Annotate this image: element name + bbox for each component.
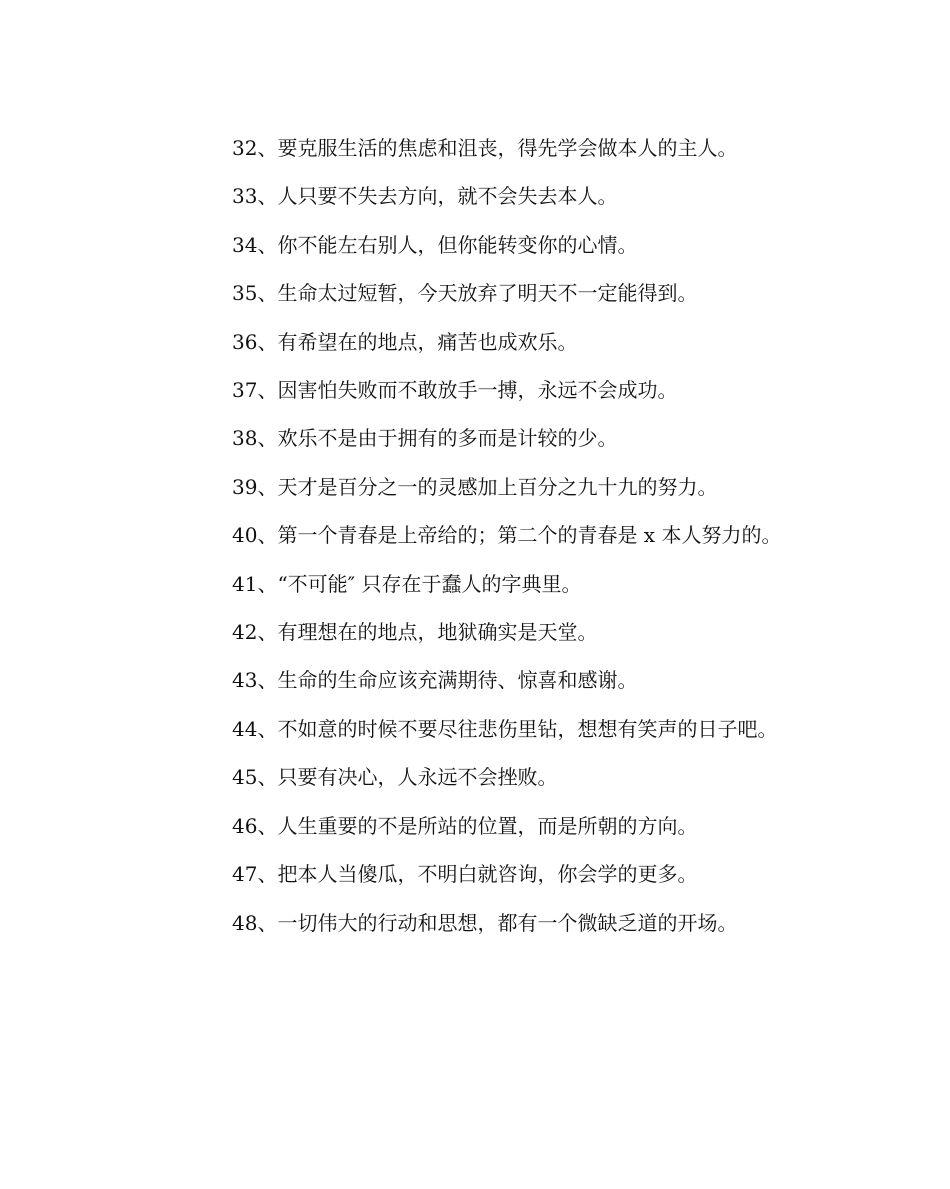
quote-paragraph-40: 40、第一个青春是上帝给的；第二个的青春是 x 本人努力的。 bbox=[232, 523, 782, 548]
quote-paragraph-47: 47、把本人当傻瓜，不明白就咨询，你会学的更多。 bbox=[232, 862, 698, 887]
quote-paragraph-35: 35、生命太过短暂，今天放弃了明天不一定能得到。 bbox=[232, 281, 698, 306]
quote-paragraph-44: 44、不如意的时候不要尽往悲伤里钻，想想有笑声的日子吧。 bbox=[232, 716, 778, 741]
quote-paragraph-46: 46、人生重要的不是所站的位置，而是所朝的方向。 bbox=[232, 813, 698, 838]
quote-paragraph-36: 36、有希望在的地点，痛苦也成欢乐。 bbox=[232, 329, 578, 354]
quote-paragraph-32: 32、要克服生活的焦虑和沮丧，得先学会做本人的主人。 bbox=[232, 136, 738, 160]
quote-list bbox=[144, 124, 784, 947]
quote-paragraph-41: 41、“不可能″ 只存在于蠢人的字典里。 bbox=[232, 571, 582, 596]
quote-paragraph-39: 39、天才是百分之一的灵感加上百分之九十九的努力。 bbox=[232, 474, 718, 499]
quote-paragraph-48: 48、一切伟大的行动和思想，都有一个微缺乏道的开场。 bbox=[232, 910, 738, 935]
quote-paragraph-34: 34、你不能左右别人，但你能转变你的心情。 bbox=[232, 232, 638, 257]
quote-paragraph-42: 42、有理想在的地点，地狱确实是天堂。 bbox=[232, 620, 598, 645]
quote-paragraph-43: 43、生命的生命应该充满期待、惊喜和感谢。 bbox=[232, 668, 638, 693]
quote-paragraph-37: 37、因害怕失败而不敢放手一搏，永远不会成功。 bbox=[232, 378, 678, 403]
quote-paragraph-45: 45、只要有决心，人永远不会挫败。 bbox=[232, 765, 558, 790]
quote-paragraph-38: 38、欢乐不是由于拥有的多而是计较的少。 bbox=[232, 426, 618, 451]
quote-paragraph-33: 33、人只要不失去方向，就不会失去本人。 bbox=[232, 184, 618, 209]
